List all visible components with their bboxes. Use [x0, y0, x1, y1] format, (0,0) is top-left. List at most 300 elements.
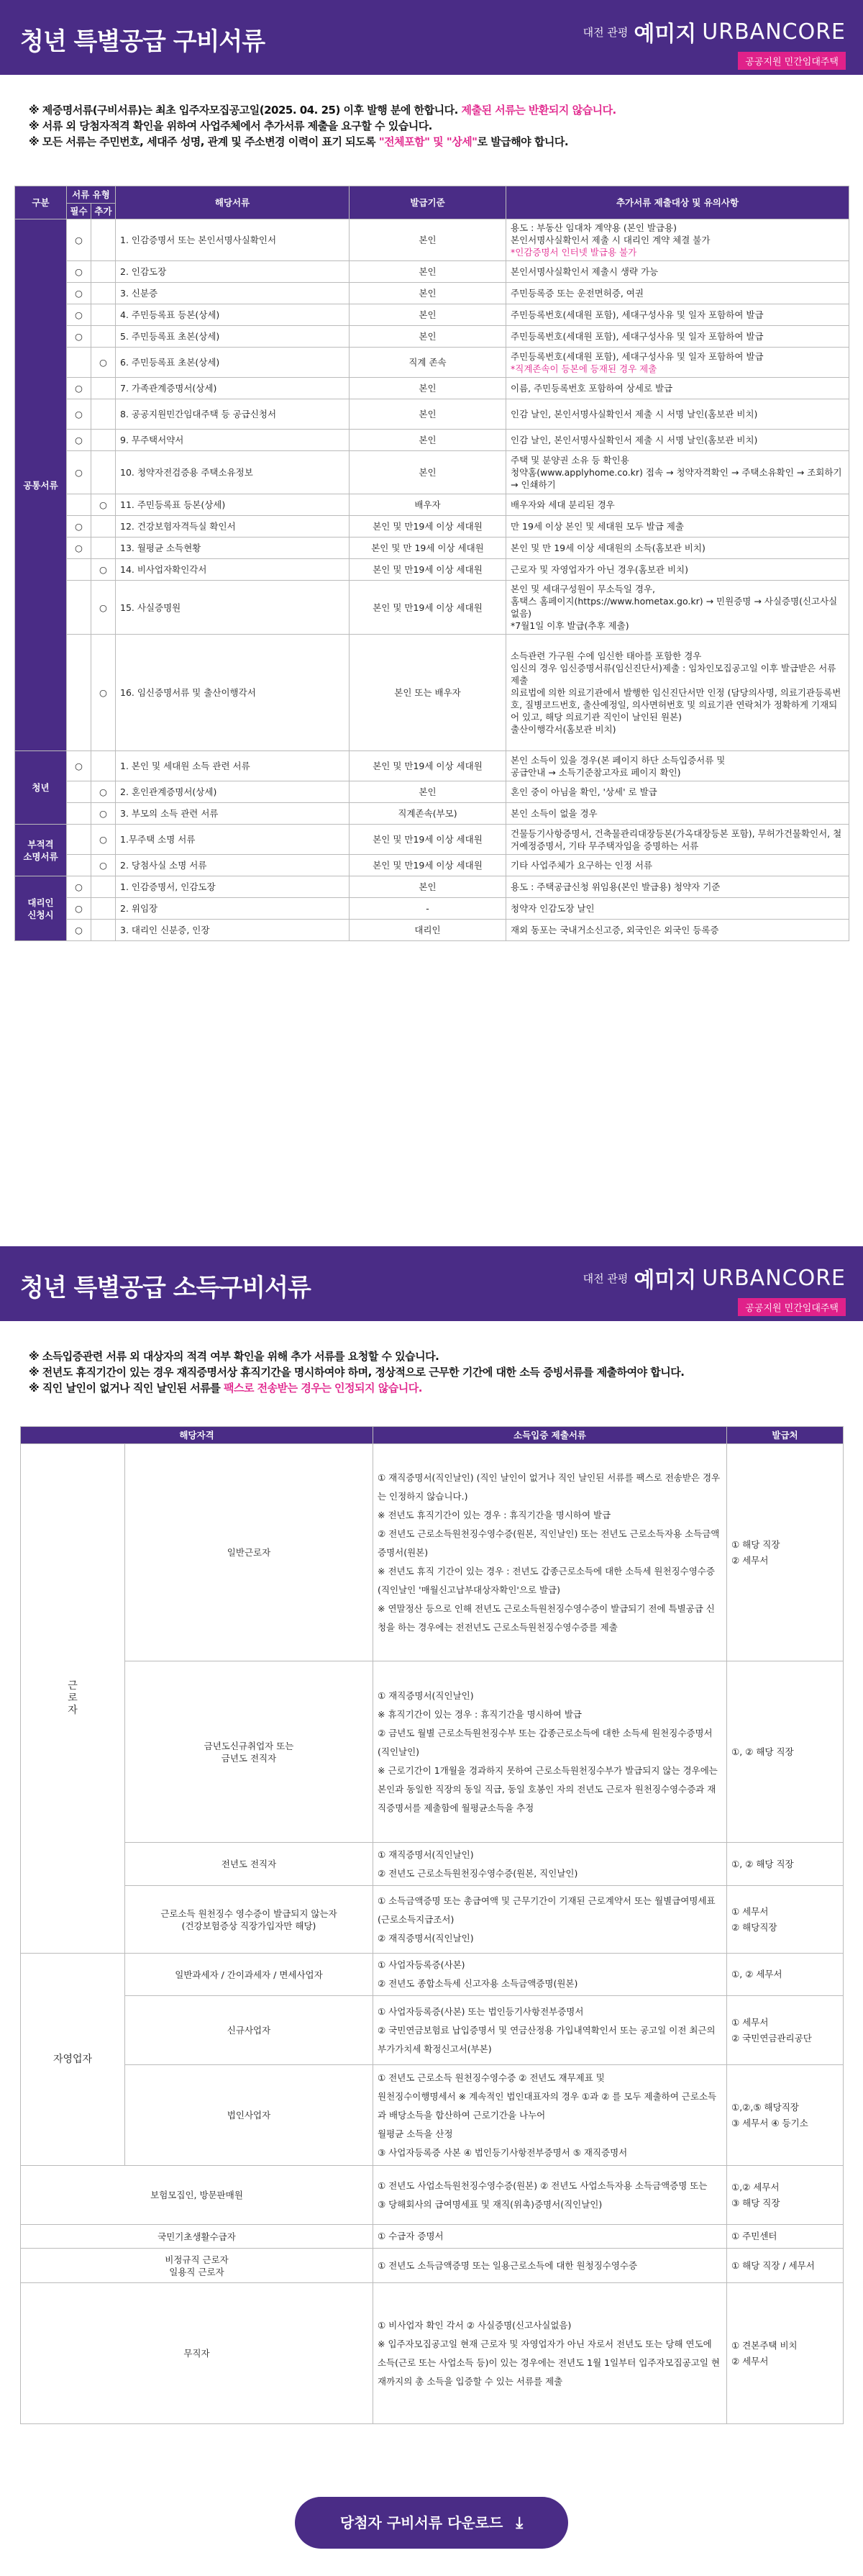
header-doc: 해당서류 — [116, 186, 350, 219]
qualification: 법인사업자 — [125, 2065, 373, 2166]
document-name — [116, 635, 350, 751]
required-mark-text: ○ — [75, 521, 83, 532]
document-name-text: 3. 대리인 신분증, 인장 — [120, 925, 210, 935]
table-row — [21, 1444, 844, 1661]
document-name-text: 2. 위임장 — [120, 903, 158, 914]
issue-basis — [350, 348, 506, 378]
issue-basis-text: 본인 — [419, 881, 437, 892]
additional-mark-text: ○ — [99, 786, 107, 797]
document-name-text: 8. 공공지원민간임대주택 등 공급신청서 — [120, 409, 277, 419]
document-name — [116, 538, 350, 559]
remarks-text: 만 19세 이상 본인 및 세대원 모두 발급 제출 — [511, 521, 684, 532]
table-row — [15, 635, 849, 751]
table-row — [21, 1843, 844, 1886]
required-mark-text: ○ — [75, 925, 83, 935]
remarks-text: 인감 날인, 본인서명사실확인서 제출 시 서명 날인(홈보관 비치) — [511, 409, 758, 419]
table-row — [15, 781, 849, 803]
issuer: ① 해당 직장 / 세무서 — [727, 2249, 844, 2283]
required-mark — [67, 876, 91, 898]
issue-basis — [350, 898, 506, 920]
required-documents: ① 재직증명서(직인날인) ※ 휴직기간이 있는 경우 : 휴직기간을 명시하여 발급 ② 금년도 월별 근로소득원천징수부 또는 갑종근로소득에 대한 소득세 원천징수증명서(직인날인) ※ 근로기간이 1개월을 경과하지 못하여 근로소득원천징수부가 발급되지 않는 경우에는 본인과 동일한 직장의 동일 직급, 동일 호봉인 자의 전년도 근로자 원천징수영수증과 재직증명서를 제출함에 월평균소득을 추정 — [373, 1661, 727, 1843]
note-line — [29, 118, 841, 134]
table-row — [15, 378, 849, 399]
remarks — [506, 304, 849, 326]
table-row — [15, 348, 849, 378]
required-mark — [67, 219, 91, 261]
remarks-text: 건물등기사항증명서, 건축물관리대장등본(가옥대장등본 포함), 무허가건물확인서, 철거예정증명서, 기타 무주택자임을 증명하는 서류 — [511, 827, 842, 851]
required-mark — [67, 304, 91, 326]
documents-table — [14, 186, 849, 941]
table-row — [21, 2166, 844, 2225]
additional-mark — [91, 559, 116, 581]
document-name — [116, 581, 350, 635]
issue-basis-text: 본인 및 만19세 이상 세대원 — [373, 860, 483, 871]
remarks-text: 근로자 및 자영업자가 아닌 경우(홈보관 비치) — [511, 564, 688, 575]
required-mark — [67, 348, 91, 378]
additional-mark — [91, 219, 116, 261]
issue-basis-text: 본인 및 만19세 이상 세대원 — [373, 834, 483, 845]
note-highlight: "전체포함" 및 "상세" — [378, 135, 478, 148]
header-qual: 해당자격 — [21, 1427, 373, 1444]
note-text: ※ 모든 서류는 주민번호, 세대주 성명, 관계 및 주소변경 이력이 표기 되도록 — [29, 135, 379, 148]
group-label: 청년 — [15, 751, 67, 825]
issue-basis-text: 직계 존속 — [408, 357, 447, 368]
required-mark — [67, 399, 91, 430]
required-documents: ① 전년도 근로소득 원천징수영수증 ② 전년도 재무제표 및 원천징수이행명세서 ※ 계속적인 법인대표자의 경우 ①과 ② 를 모두 제출하여 근로소득과 배당소득을 합산하여 근로기간을 나누어 월평균 소득을 산정 ③ 사업자등록증 사본 ④ 법인등기사항전부증명서 ⑤ 재직증명서 — [373, 2065, 727, 2166]
additional-mark-text: ○ — [99, 808, 107, 819]
document-name — [116, 803, 350, 825]
additional-mark — [91, 304, 116, 326]
header-required: 필수 — [67, 204, 91, 219]
table-row — [15, 326, 849, 348]
issue-basis-text: 본인 — [419, 331, 437, 342]
document-name-text: 7. 가족관계증명서(상세) — [120, 383, 217, 394]
additional-mark — [91, 581, 116, 635]
issuer: ① 세무서 ② 국민연금관리공단 — [727, 1996, 844, 2065]
issue-basis — [350, 430, 506, 451]
additional-mark — [91, 898, 116, 920]
table-row — [21, 1886, 844, 1954]
remarks-text: 청약자 인감도장 날인 — [511, 903, 595, 914]
table-row — [15, 876, 849, 898]
required-mark — [67, 751, 91, 781]
document-name-text: 9. 무주택서약서 — [120, 435, 184, 445]
document-name — [116, 751, 350, 781]
income-documents-table — [20, 1426, 844, 2424]
required-mark — [67, 898, 91, 920]
brand-badge: 공공지원 민간임대주택 — [738, 52, 846, 70]
additional-mark-text: ○ — [99, 499, 107, 510]
required-mark-text: ○ — [75, 288, 83, 299]
remarks — [506, 219, 849, 261]
issuer: ① 세무서 ② 해당직장 — [727, 1886, 844, 1954]
remarks-text: 재외 동포는 국내거소신고증, 외국인은 외국인 등록증 — [511, 925, 719, 935]
required-mark — [67, 581, 91, 635]
required-mark-text: ○ — [75, 761, 83, 771]
group-label: 근 로 자 — [21, 1444, 125, 1954]
note-line — [29, 1348, 841, 1364]
remarks-text: 본인 소득이 없을 경우 — [511, 808, 598, 819]
required-mark — [67, 803, 91, 825]
remarks — [506, 451, 849, 494]
section2-header — [0, 1246, 863, 1321]
remarks-text: 소득관련 가구원 수에 임신한 태아를 포함한 경우 임신의 경우 임신증명서류(임신진단서)제출 : 임차인모집공고일 이후 발급받은 서류 제출 의료법에 의한 의료기관에서 발행한 임신진단서만 인정 (담당의사명, 의료기관등록번호, 질병코드번호, 출산예정일, 의사면허번호 및 의료기관 연락처가 정확하게 기재되어 있고, 해당 의료기관 직인이 날인된 원본) 출산이행각서(홈보관 비치) — [511, 650, 841, 735]
issue-basis-text: 본인 및 만19세 이상 세대원 — [373, 564, 483, 575]
additional-mark — [91, 855, 116, 876]
table-row — [15, 559, 849, 581]
additional-mark — [91, 751, 116, 781]
required-mark-text: ○ — [75, 543, 83, 553]
document-name-text: 4. 주민등록표 등본(상세) — [120, 309, 220, 320]
note-line — [29, 1364, 841, 1380]
issuer: ①, ② 해당 직장 — [727, 1843, 844, 1886]
table-row — [15, 581, 849, 635]
remarks — [506, 581, 849, 635]
brand-prefix: 대전 관평 — [583, 25, 629, 39]
remarks-warning: *직계존속이 등본에 등재된 경우 제출 — [511, 363, 657, 374]
issue-basis-text: - — [426, 903, 429, 914]
additional-mark — [91, 920, 116, 941]
remarks — [506, 348, 849, 378]
additional-mark — [91, 261, 116, 283]
group-label: 대리인 신청시 — [15, 876, 67, 941]
document-name-text: 3. 신분증 — [120, 288, 158, 299]
document-name — [116, 898, 350, 920]
issue-basis — [350, 261, 506, 283]
issue-basis-text: 대리인 — [414, 925, 441, 935]
section1-header — [0, 0, 863, 75]
note-text: ※ 직인 날인이 없거나 직인 날인된 서류를 — [29, 1382, 224, 1394]
qualification: 무직자 — [21, 2283, 373, 2424]
issue-basis — [350, 378, 506, 399]
document-name-text: 2. 인감도장 — [120, 266, 167, 277]
remarks — [506, 430, 849, 451]
issuer: ① 주민센터 — [727, 2225, 844, 2249]
remarks — [506, 920, 849, 941]
note-text: ※ 전년도 휴직기간이 있는 경우 재직증명서상 휴직기간을 명시하여야 하며, 정상적으로 근무한 기간에 대한 소득 증빙서류를 제출하여야 합니다. — [29, 1366, 685, 1379]
header-basis: 발급기준 — [350, 186, 506, 219]
document-name-text: 1. 인감증명서, 인감도장 — [120, 881, 216, 892]
additional-mark — [91, 825, 116, 855]
required-mark — [67, 516, 91, 538]
document-name-text: 10. 청약자전검증용 주택소유정보 — [120, 467, 253, 478]
remarks-text: 본인 및 세대구성원이 무소득일 경우, 홈택스 홈페이지(https://www.hometax.go.kr) → 민원증명 → 사실증명(신고사실없음) *7월1일 이후 발급(추후 제출) — [511, 584, 838, 631]
required-mark-text: ○ — [75, 435, 83, 445]
remarks — [506, 635, 849, 751]
required-documents: ① 비사업자 확인 각서 ② 사실증명(신고사실없음) ※ 입주자모집공고일 현재 근로자 및 자영업자가 아닌 자로서 전년도 또는 당해 연도에 소득(근로 또는 사업소득 등)이 있는 경우에는 전년도 1월 1일부터 입주자모집공고일 현재까지의 총 소득을 입증할 수 있는 서류를 제출 — [373, 2283, 727, 2424]
table-row — [15, 261, 849, 283]
note-text: ※ 서류 외 당첨자적격 확인을 위하여 사업주체에서 추가서류 제출을 요구할 수 있습니다. — [29, 119, 432, 132]
remarks-text: 본인서명사실확인서 제출시 생략 가능 — [511, 266, 659, 277]
required-mark-text: ○ — [75, 383, 83, 394]
issue-basis — [350, 283, 506, 304]
required-documents: ① 재직증명서(직인날인) ② 전년도 근로소득원천징수영수증(원본, 직인날인) — [373, 1843, 727, 1886]
document-name-text: 1.무주택 소명 서류 — [120, 834, 196, 845]
qualification: 일반근로자 — [125, 1444, 373, 1661]
group-label: 부적격 소명서류 — [15, 825, 67, 876]
additional-mark-text: ○ — [99, 860, 107, 871]
remarks-text: 주민등록번호(세대원 포함), 세대구성사유 및 일자 포함하여 발급 — [511, 331, 764, 342]
required-mark — [67, 635, 91, 751]
additional-mark — [91, 283, 116, 304]
issue-basis — [350, 494, 506, 516]
issue-basis-text: 본인 — [419, 409, 437, 419]
remarks-text: 본인 소득이 있을 경우(본 페이지 하단 소득입증서류 및 공급안내 → 소득기준참고자료 페이지 확인) — [511, 754, 726, 778]
qualification: 신규사업자 — [125, 1996, 373, 2065]
download-label: 당첨자 구비서류 다운로드 — [339, 2514, 503, 2531]
note-highlight: 제출된 서류는 반환되지 않습니다. — [461, 104, 616, 117]
document-name-text: 11. 주민등록표 등본(상세) — [120, 499, 226, 510]
remarks — [506, 326, 849, 348]
brand-prefix: 대전 관평 — [583, 1271, 629, 1285]
remarks-text: 용도 : 부동산 임대차 계약용 (본인 발급용) 본인서명사실확인서 제출 시 대리인 계약 체결 불가 — [511, 222, 711, 245]
group-label: 자영업자 — [21, 1954, 125, 2166]
issuer: ①,② 세무서 ③ 해당 직장 — [727, 2166, 844, 2225]
table-row — [15, 825, 849, 855]
note-text: ※ 제증명서류(구비서류)는 최초 입주자모집공고일(2025. 04. 25) 이후 발행 분에 한합니다. — [29, 104, 462, 117]
document-name — [116, 378, 350, 399]
table-row — [15, 516, 849, 538]
brand-logo-2 — [583, 1262, 846, 1316]
remarks-warning: *인감증명서 인터넷 발급용 불가 — [511, 247, 637, 258]
remarks — [506, 378, 849, 399]
issue-basis — [350, 920, 506, 941]
brand-badge: 공공지원 민간임대주택 — [738, 1298, 846, 1316]
issuer: ①,②,⑤ 해당직장 ③ 세무서 ④ 등기소 — [727, 2065, 844, 2166]
remarks-text: 주민등록번호(세대원 포함), 세대구성사유 및 일자 포함하여 발급 — [511, 309, 764, 320]
issue-basis — [350, 304, 506, 326]
table-row — [15, 283, 849, 304]
document-name — [116, 219, 350, 261]
issue-basis-text: 본인 및 만19세 이상 세대원 — [373, 602, 483, 613]
table-row — [15, 855, 849, 876]
required-mark — [67, 559, 91, 581]
additional-mark — [91, 538, 116, 559]
table-row — [15, 920, 849, 941]
qualification: 보험모집인, 방문판매원 — [21, 2166, 373, 2225]
remarks — [506, 494, 849, 516]
issue-basis-text: 직계존속(부모) — [398, 808, 457, 819]
document-name-text: 1. 본인 및 세대원 소득 관련 서류 — [120, 761, 250, 771]
header-category: 구분 — [15, 186, 67, 219]
additional-mark — [91, 876, 116, 898]
required-mark-text: ○ — [75, 266, 83, 277]
document-name-text: 15. 사실증명원 — [120, 602, 181, 613]
document-name — [116, 494, 350, 516]
required-documents: ① 사업자등록증(사본) ② 전년도 종합소득세 신고자용 소득금액증명(원본) — [373, 1954, 727, 1996]
qualification: 금년도신규취업자 또는 금년도 전직자 — [125, 1661, 373, 1843]
document-name — [116, 348, 350, 378]
required-mark — [67, 378, 91, 399]
table-row — [21, 2225, 844, 2249]
issue-basis — [350, 581, 506, 635]
required-mark-text: ○ — [75, 467, 83, 478]
issue-basis-text: 본인 — [419, 288, 437, 299]
document-name — [116, 516, 350, 538]
remarks — [506, 283, 849, 304]
document-name — [116, 781, 350, 803]
required-mark — [67, 538, 91, 559]
issue-basis-text: 본인 — [419, 235, 437, 245]
issue-basis — [350, 751, 506, 781]
remarks — [506, 516, 849, 538]
additional-mark — [91, 635, 116, 751]
document-name-text: 5. 주민등록표 초본(상세) — [120, 331, 220, 342]
header-additional: 추가 — [91, 204, 116, 219]
issue-basis-text: 본인 및 만19세 이상 세대원 — [373, 521, 483, 532]
note-text: ※ 소득입증관련 서류 외 대상자의 적격 여부 확인을 위해 추가 서류를 요청할 수 있습니다. — [29, 1350, 439, 1363]
section1-notes — [29, 102, 841, 150]
additional-mark-text: ○ — [99, 834, 107, 845]
table-row — [21, 1996, 844, 2065]
remarks-text: 본인 및 만 19세 이상 세대원의 소득(홈보관 비치) — [511, 543, 706, 553]
table-row — [15, 399, 849, 430]
remarks-text: 인감 날인, 본인서명사실확인서 제출 시 서명 날인(홈보관 비치) — [511, 435, 758, 445]
section2-title: 청년 특별공급 소득구비서류 — [20, 1274, 311, 1302]
note-highlight: 팩스로 전송받는 경우는 인정되지 않습니다. — [223, 1382, 422, 1394]
remarks-text: 기타 사업주체가 요구하는 인정 서류 — [511, 860, 653, 871]
issue-basis — [350, 635, 506, 751]
header-type: 서류 유형 — [67, 186, 116, 204]
issue-basis — [350, 399, 506, 430]
table-row — [15, 304, 849, 326]
required-mark — [67, 825, 91, 855]
required-documents: ① 수급자 증명서 — [373, 2225, 727, 2249]
issue-basis — [350, 781, 506, 803]
additional-mark — [91, 803, 116, 825]
document-name — [116, 283, 350, 304]
table-row — [21, 1954, 844, 1996]
remarks — [506, 538, 849, 559]
document-name-text: 3. 부모의 소득 관련 서류 — [120, 808, 219, 819]
table-row — [15, 898, 849, 920]
brand-name: 예미지 — [634, 22, 697, 47]
table-row — [21, 2065, 844, 2166]
required-mark — [67, 283, 91, 304]
remarks-text: 용도 : 주택공급신청 위임용(본인 발급용) 청약자 기준 — [511, 881, 721, 892]
document-name — [116, 825, 350, 855]
required-mark-text: ○ — [75, 309, 83, 320]
document-name — [116, 876, 350, 898]
remarks — [506, 399, 849, 430]
section2-notes — [29, 1348, 841, 1396]
additional-mark-text: ○ — [99, 357, 107, 368]
additional-mark — [91, 430, 116, 451]
required-documents: ① 재직증명서(직인날인) (직인 날인이 없거나 직인 날인된 서류를 팩스로 전송받은 경우는 인정하지 않습니다.) ※ 전년도 휴직기간이 있는 경우 : 휴직기간을 명시하여 발급 ② 전년도 근로소득원천징수영수증(원본, 직인날인) 또는 전년도 근로소득자용 소득금액증명서(원본) ※ 전년도 휴직 기간이 있는 경우 : 전년도 갑종근로소득에 대한 소득세 원천징수영수증(직인날인 '매월신고납부대상자확인'으로 발급) ※ 연말정산 등으로 인해 전년도 근로소득원천징수영수증이 발급되기 전에 특별공급 신청을 하는 경우에는 전전년도 근로소득원천징수영수증를 제출 — [373, 1444, 727, 1661]
issue-basis — [350, 219, 506, 261]
remarks — [506, 261, 849, 283]
document-name-text: 1. 인감증명서 또는 본인서명사실확인서 — [120, 235, 277, 245]
document-name — [116, 920, 350, 941]
download-button[interactable] — [295, 2497, 568, 2549]
required-mark — [67, 920, 91, 941]
additional-mark-text: ○ — [99, 564, 107, 575]
required-mark — [67, 451, 91, 494]
remarks-text: 주택 및 분양권 소유 등 확인용 청약홈(www.applyhome.co.kr) 접속 → 청약자격확인 → 주택소유확인 → 조회하기 → 인쇄하기 — [511, 455, 842, 490]
remarks — [506, 898, 849, 920]
issue-basis-text: 본인 — [419, 266, 437, 277]
group-label: 공통서류 — [15, 219, 67, 751]
table-row — [15, 803, 849, 825]
document-name-text: 2. 혼인관계증명서(상세) — [120, 786, 217, 797]
required-mark-text: ○ — [75, 235, 83, 245]
issue-basis — [350, 451, 506, 494]
brand-logo — [583, 16, 846, 70]
qualification: 국민기초생활수급자 — [21, 2225, 373, 2249]
issue-basis — [350, 825, 506, 855]
remarks — [506, 825, 849, 855]
document-name-text: 6. 주민등록표 초본(상세) — [120, 357, 220, 368]
table-row — [15, 430, 849, 451]
document-name-text: 14. 비사업자확인각서 — [120, 564, 207, 575]
brand-sub: URBANCORE — [702, 1265, 846, 1291]
qualification: 일반과세자 / 간이과세자 / 면세사업자 — [125, 1954, 373, 1996]
note-line — [29, 134, 841, 150]
note-line — [29, 102, 841, 118]
required-mark — [67, 781, 91, 803]
issue-basis-text: 본인 — [419, 383, 437, 394]
issue-basis-text: 본인 및 만19세 이상 세대원 — [373, 761, 483, 771]
required-mark — [67, 494, 91, 516]
required-documents: ① 전년도 사업소득원천징수영수증(원본) ② 전년도 사업소득자용 소득금액증명 또는 ③ 당해회사의 급여명세표 및 재직(위촉)증명서(직인날인) — [373, 2166, 727, 2225]
qualification: 근로소득 원천징수 영수증이 발급되지 않는자 (건강보험증상 직장가입자만 해당) — [125, 1886, 373, 1954]
required-mark-text: ○ — [75, 903, 83, 914]
required-mark-text: ○ — [75, 881, 83, 892]
additional-mark — [91, 399, 116, 430]
remarks-text: 주민등록증 또는 운전면허증, 여권 — [511, 288, 644, 299]
issue-basis — [350, 326, 506, 348]
table-row — [15, 538, 849, 559]
required-mark — [67, 326, 91, 348]
document-name — [116, 451, 350, 494]
remarks — [506, 781, 849, 803]
issue-basis-text: 본인 — [419, 435, 437, 445]
download-icon: ⤓ — [516, 2514, 524, 2532]
table-row — [21, 2283, 844, 2424]
required-mark — [67, 855, 91, 876]
note-text: 로 발급해야 합니다. — [477, 135, 569, 148]
additional-mark — [91, 516, 116, 538]
required-mark — [67, 430, 91, 451]
additional-mark — [91, 494, 116, 516]
required-documents: ① 사업자등록증(사본) 또는 법인등기사항전부증명서 ② 국민연금보험료 납입증명서 및 연금산정용 가입내역확인서 또는 공고일 이전 최근의 부가가치세 확정신고서(부본) — [373, 1996, 727, 2065]
remarks-text: 혼인 중이 아님을 확인, '상세' 로 발급 — [511, 786, 657, 797]
issue-basis-text: 본인 또는 배우자 — [394, 687, 461, 698]
document-name — [116, 326, 350, 348]
issuer: ① 견본주택 비치 ② 세무서 — [727, 2283, 844, 2424]
issue-basis-text: 배우자 — [414, 499, 441, 510]
table-row — [15, 751, 849, 781]
document-name-text: 12. 건강보험자격득실 확인서 — [120, 521, 236, 532]
remarks — [506, 559, 849, 581]
remarks — [506, 803, 849, 825]
additional-mark-text: ○ — [99, 687, 107, 698]
document-name-text: 2. 당첨사실 소명 서류 — [120, 860, 207, 871]
additional-mark — [91, 781, 116, 803]
brand-sub: URBANCORE — [702, 19, 846, 45]
header-issuer: 발급처 — [727, 1427, 844, 1444]
issue-basis — [350, 559, 506, 581]
brand-name: 예미지 — [634, 1268, 697, 1293]
table-row — [21, 1661, 844, 1843]
issue-basis-text: 본인 및 만 19세 이상 세대원 — [371, 543, 484, 553]
note-line — [29, 1380, 841, 1396]
table-row — [15, 219, 849, 261]
header-docs: 소득입증 제출서류 — [373, 1427, 727, 1444]
issuer: ①, ② 해당 직장 — [727, 1661, 844, 1843]
issue-basis — [350, 855, 506, 876]
issue-basis — [350, 803, 506, 825]
